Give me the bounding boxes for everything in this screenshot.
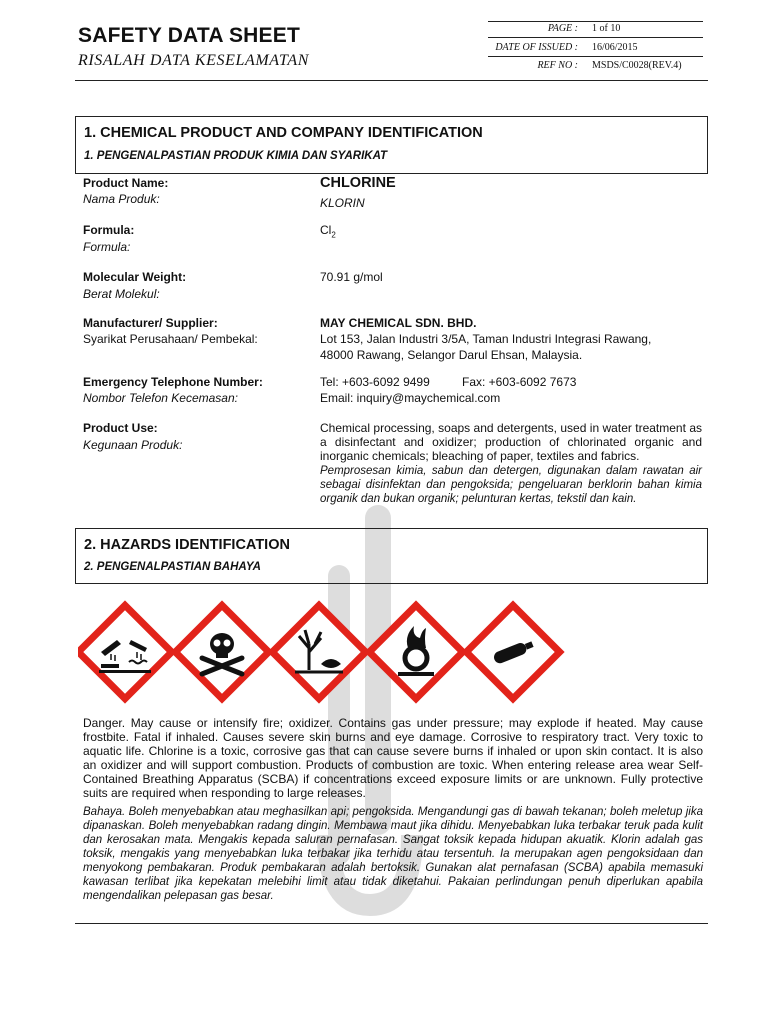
gas-cylinder-icon	[466, 605, 559, 698]
ref-label: REF NO :	[537, 60, 578, 71]
emergency-label-my: Nombor Telefon Kecemasan:	[83, 391, 238, 405]
corrosion-icon	[78, 605, 171, 698]
email-value: Email: inquiry@maychemical.com	[320, 391, 501, 405]
section1-heading: 1. CHEMICAL PRODUCT AND COMPANY IDENTIFICATION	[84, 125, 483, 141]
hazard-statement-en: Danger. May cause or intensify fire; oxidizer. Contains gas under pressure; may explode if heated. May cause frostbite. Fatal if inhaled. Causes severe skin burns and eye damage. Corrosive to respiratory tract. Very toxic to aquatic life. Chlorine is a toxic, corrosive gas that can cause severe burns if inhaled or upon skin contact. It is also an oxidizer and will support combustion. Products of combustion are toxic. When entering release area wear Self-Contained Breathing Apparatus (SCBA) if concentrations exceed exposure limits or are unknown. Fully protective suits are required when responding to large releases.	[83, 716, 703, 800]
meta-rule-2	[488, 56, 703, 57]
molecular-weight-label-my: Berat Molekul:	[83, 287, 160, 301]
product-use-label-my: Kegunaan Produk:	[83, 438, 183, 452]
footer-rule	[75, 923, 708, 924]
hazard-statement-my: Bahaya. Boleh menyebabkan atau meghasilkan api; pengoksida. Mengandungi gas di bawah tekanan; boleh meletup jika dipanaskan. Boleh menyebabkan radang dingin. Membawa maut jika dihidu. Menyebabkan luka terbakar teruk pada kulit dan kerosakan mata. Mengakis kepada saluran pernafasan. Sangat toksik kepada hidupan akuatik. Klorin adalah gas toksik, mengakis yang menyebabkan luka terbakar jika terhidu atau tersentuh. Ia merupakan agen pengoksidaan dan menyokong pembakaran. Produk pembakaran adalah bertoksik. Gunakan alat pernafasan (SCBA) apabila memasuki kawasan terlibat jika kepekatan melebihi limit atau tidak diketahui. Pakaian perlindungan penuh diperlukan apabila mengendalikan pelepasan gas besar.	[83, 806, 703, 902]
section2-subheading: 2. PENGENALPASTIAN BAHAYA	[84, 561, 261, 573]
header-rule	[75, 80, 708, 81]
flame-over-circle-icon	[369, 605, 462, 698]
manufacturer-label: Manufacturer/ Supplier:	[83, 316, 218, 330]
formula-subscript: 2	[331, 230, 336, 240]
page-value: 1 of 10	[592, 23, 621, 34]
manufacturer-label-my: Syarikat Perusahaan/ Pembekal:	[83, 332, 258, 346]
product-name-value: CHLORINE	[320, 175, 396, 191]
formula-base: Cl	[320, 223, 332, 237]
formula-value	[320, 223, 336, 239]
molecular-weight-value: 70.91 g/mol	[320, 270, 383, 284]
section1-header-box	[75, 116, 708, 174]
date-value: 16/06/2015	[592, 42, 638, 53]
product-use-value: Chemical processing, soaps and detergents, used in water treatment as a disinfectant and oxidizer; production of chlorinated organic and inorganic chemicals; bleaching of paper, textiles and fabrics.	[320, 421, 702, 463]
environment-icon	[272, 605, 365, 698]
product-name-label: Product Name:	[83, 176, 169, 190]
emergency-label: Emergency Telephone Number:	[83, 375, 263, 389]
section1-subheading: 1. PENGENALPASTIAN PRODUK KIMIA DAN SYARIKAT	[84, 150, 388, 162]
document-title: SAFETY DATA SHEET	[78, 24, 300, 47]
formula-label: Formula:	[83, 223, 135, 237]
document-subtitle: RISALAH DATA KESELAMATAN	[78, 52, 309, 69]
section2-header-box	[75, 528, 708, 584]
molecular-weight-label: Molecular Weight:	[83, 270, 187, 284]
address-line-1: Lot 153, Jalan Industri 3/5A, Taman Industri Integrasi Rawang,	[320, 332, 652, 346]
ref-value: MSDS/C0028(REV.4)	[592, 60, 682, 71]
manufacturer-name: MAY CHEMICAL SDN. BHD.	[320, 316, 477, 330]
skull-crossbones-icon	[175, 605, 268, 698]
section2-heading: 2. HAZARDS IDENTIFICATION	[84, 537, 290, 553]
meta-top-rule	[488, 21, 703, 22]
address-line-2: 48000 Rawang, Selangor Darul Ehsan, Malaysia.	[320, 348, 583, 362]
page-label: PAGE :	[547, 23, 578, 34]
formula-label-my: Formula:	[83, 240, 131, 254]
product-use-value-my: Pemprosesan kimia, sabun dan detergen, digunakan dalam rawatan air sebagai disinfektan dan pengoksida; pengeluaran berklorin bahan kimia organik dan bukan organik; pelunturan kertas, tekstil dan kain.	[320, 465, 702, 505]
product-name-label-my: Nama Produk:	[83, 192, 160, 206]
date-label: DATE OF ISSUED :	[495, 42, 578, 53]
product-name-value-my: KLORIN	[320, 196, 365, 210]
product-use-label: Product Use:	[83, 421, 158, 435]
telephone-value: Tel: +603-6092 9499	[320, 375, 430, 389]
ghs-pictograms	[78, 600, 568, 704]
meta-rule-1	[488, 37, 703, 38]
fax-value: Fax: +603-6092 7673	[462, 375, 577, 389]
